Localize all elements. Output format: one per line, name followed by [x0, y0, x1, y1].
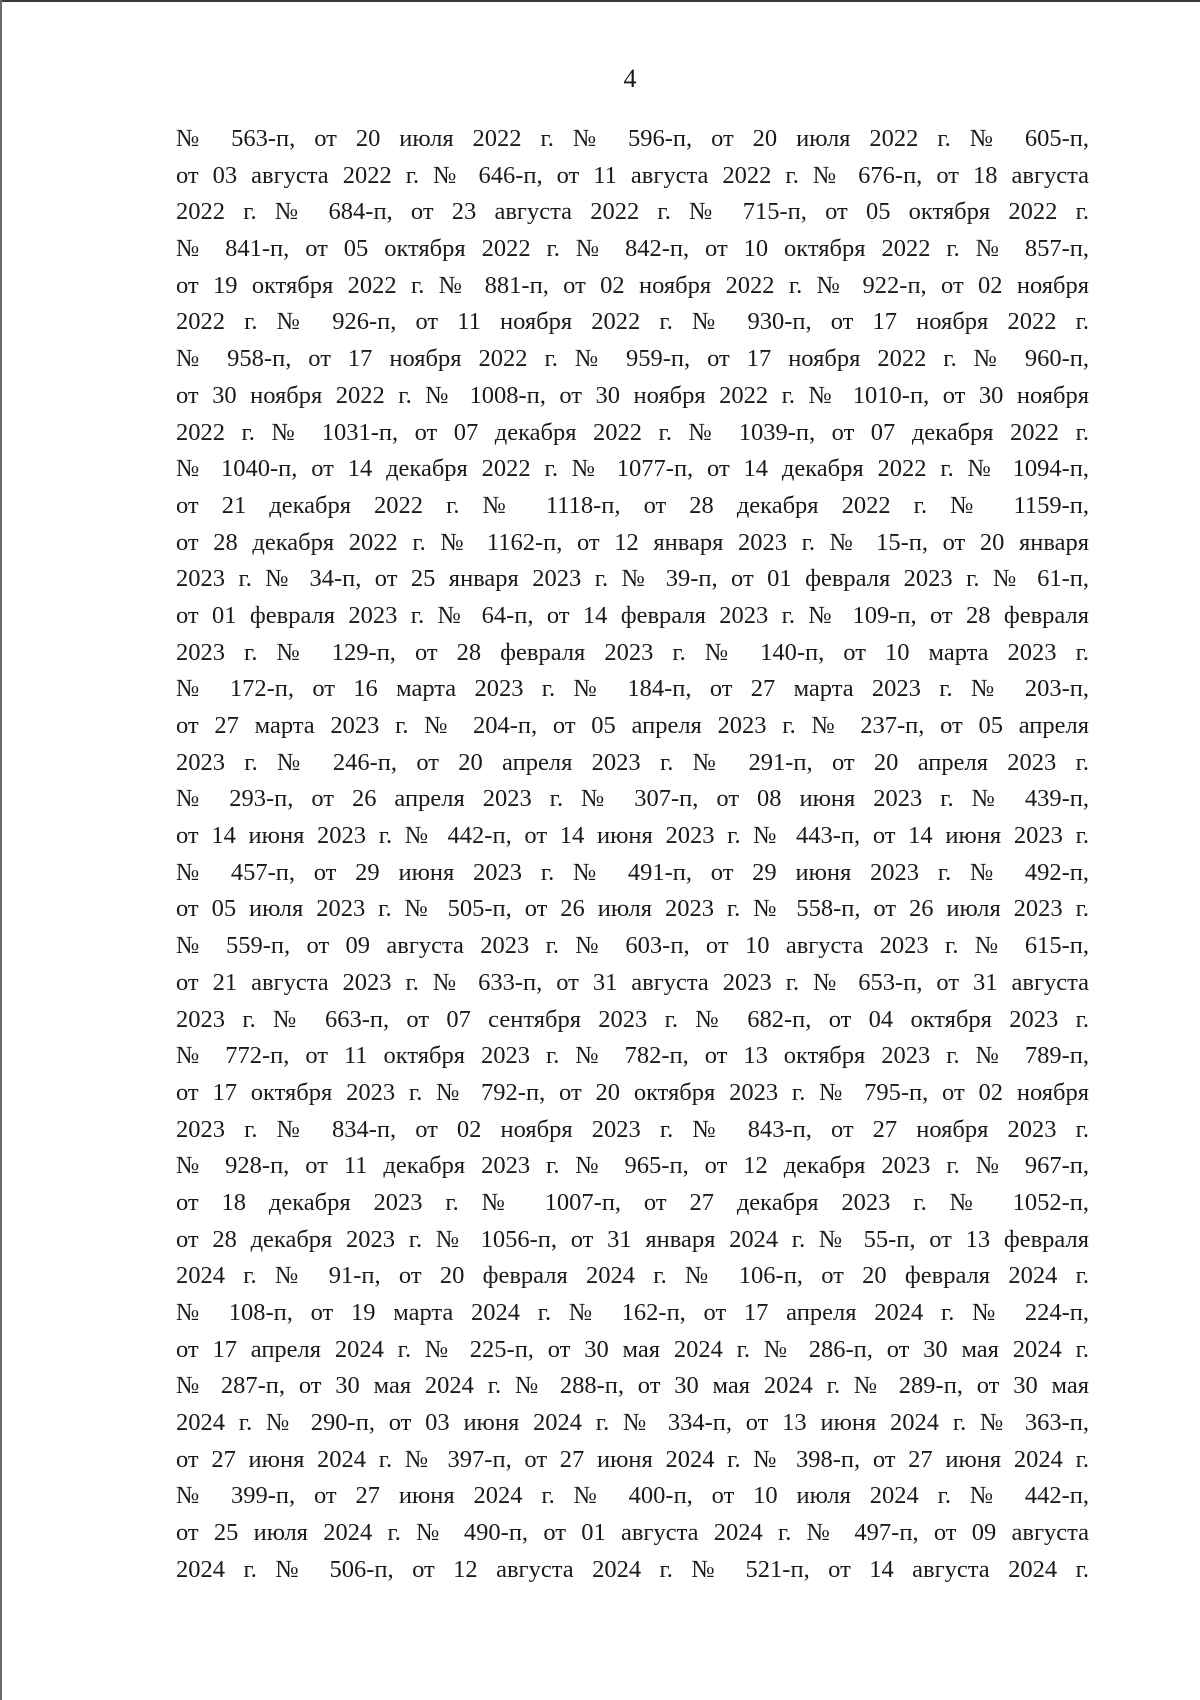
text-line: № 958-п, от 17 ноября 2022 г. № 959-п, от 17 ноября 2022 г. № 960-п,: [176, 345, 1089, 373]
text-line: от 03 августа 2022 г. № 646-п, от 11 августа 2022 г. № 676-п, от 18 августа: [176, 161, 1089, 189]
text-line: 2023 г. № 34-п, от 25 января 2023 г. № 39-п, от 01 февраля 2023 г. № 61-п,: [176, 565, 1089, 593]
text-line: № 559-п, от 09 августа 2023 г. № 603-п, от 10 августа 2023 г. № 615-п,: [176, 932, 1089, 960]
text-line: от 30 ноября 2022 г. № 1008-п, от 30 ноября 2022 г. № 1010-п, от 30 ноября: [176, 381, 1089, 409]
text-line: 2024 г. № 290-п, от 03 июня 2024 г. № 334-п, от 13 июня 2024 г. № 363-п,: [176, 1409, 1089, 1437]
text-line: № 108-п, от 19 марта 2024 г. № 162-п, от 17 апреля 2024 г. № 224-п,: [176, 1299, 1089, 1326]
text-line: от 27 июня 2024 г. № 397-п, от 27 июня 2024 г. № 398-п, от 27 июня 2024 г.: [176, 1445, 1089, 1473]
document-body: [176, 121, 1089, 1589]
text-line: № 563-п, от 20 июля 2022 г. № 596-п, от 20 июля 2022 г. № 605-п,: [176, 125, 1089, 152]
text-line: 2024 г. № 91-п, от 20 февраля 2024 г. № 106-п, от 20 февраля 2024 г.: [176, 1262, 1089, 1290]
text-line: 2022 г. № 684-п, от 23 августа 2022 г. № 715-п, от 05 октября 2022 г.: [176, 198, 1089, 226]
text-line: № 293-п, от 26 апреля 2023 г. № 307-п, от 08 июня 2023 г. № 439-п,: [176, 785, 1089, 813]
text-line: 2022 г. № 926-п, от 11 ноября 2022 г. № 930-п, от 17 ноября 2022 г.: [176, 308, 1089, 336]
text-line: 2023 г. № 129-п, от 28 февраля 2023 г. № 140-п, от 10 марта 2023 г.: [176, 638, 1089, 666]
text-line: от 19 октября 2022 г. № 881-п, от 02 ноября 2022 г. № 922-п, от 02 ноября: [176, 271, 1089, 299]
text-line: от 28 декабря 2022 г. № 1162-п, от 12 января 2023 г. № 15-п, от 20 января: [176, 528, 1089, 556]
text-line: № 399-п, от 27 июня 2024 г. № 400-п, от 10 июля 2024 г. № 442-п,: [176, 1482, 1089, 1510]
text-line: № 457-п, от 29 июня 2023 г. № 491-п, от 29 июня 2023 г. № 492-п,: [176, 858, 1089, 886]
text-line: № 772-п, от 11 октября 2023 г. № 782-п, от 13 октября 2023 г. № 789-п,: [176, 1042, 1089, 1070]
scan-border-top: [0, 0, 1200, 2]
text-line: от 14 июня 2023 г. № 442-п, от 14 июня 2023 г. № 443-п, от 14 июня 2023 г.: [176, 822, 1089, 850]
text-line: от 21 августа 2023 г. № 633-п, от 31 августа 2023 г. № 653-п, от 31 августа: [176, 968, 1089, 996]
text-line: № 928-п, от 11 декабря 2023 г. № 965-п, от 12 декабря 2023 г. № 967-п,: [176, 1152, 1089, 1180]
page-number: 4: [623, 64, 637, 93]
text-line: 2022 г. № 1031-п, от 07 декабря 2022 г. № 1039-п, от 07 декабря 2022 г.: [176, 418, 1089, 446]
text-line: 2023 г. № 663-п, от 07 сентября 2023 г. № 682-п, от 04 октября 2023 г.: [176, 1005, 1089, 1033]
text-line: № 172-п, от 16 марта 2023 г. № 184-п, от 27 марта 2023 г. № 203-п,: [176, 675, 1089, 703]
text-line: 2023 г. № 834-п, от 02 ноября 2023 г. № 843-п, от 27 ноября 2023 г.: [176, 1115, 1089, 1143]
text-line: от 21 декабря 2022 г. № 1118-п, от 28 декабря 2022 г. № 1159-п,: [176, 491, 1089, 519]
text-line: от 17 апреля 2024 г. № 225-п, от 30 мая 2024 г. № 286-п, от 30 мая 2024 г.: [176, 1335, 1089, 1363]
text-line: № 841-п, от 05 октября 2022 г. № 842-п, от 10 октября 2022 г. № 857-п,: [176, 235, 1089, 263]
text-line: от 25 июля 2024 г. № 490-п, от 01 августа 2024 г. № 497-п, от 09 августа: [176, 1519, 1089, 1547]
text-line: от 28 декабря 2023 г. № 1056-п, от 31 января 2024 г. № 55-п, от 13 февраля: [176, 1225, 1089, 1253]
text-line: от 27 марта 2023 г. № 204-п, от 05 апреля 2023 г. № 237-п, от 05 апреля: [176, 712, 1089, 739]
scan-border-left: [0, 0, 2, 1700]
text-line: от 05 июля 2023 г. № 505-п, от 26 июля 2023 г. № 558-п, от 26 июля 2023 г.: [176, 895, 1089, 923]
text-line: от 01 февраля 2023 г. № 64-п, от 14 февраля 2023 г. № 109-п, от 28 февраля: [176, 601, 1089, 629]
text-line: от 17 октября 2023 г. № 792-п, от 20 октября 2023 г. № 795-п, от 02 ноября: [176, 1078, 1089, 1106]
text-line: № 1040-п, от 14 декабря 2022 г. № 1077-п, от 14 декабря 2022 г. № 1094-п,: [176, 455, 1089, 483]
text-line: 2023 г. № 246-п, от 20 апреля 2023 г. № 291-п, от 20 апреля 2023 г.: [176, 748, 1089, 776]
text-line: 2024 г. № 506-п, от 12 августа 2024 г. № 521-п, от 14 августа 2024 г.: [176, 1555, 1089, 1583]
text-line: № 287-п, от 30 мая 2024 г. № 288-п, от 30 мая 2024 г. № 289-п, от 30 мая: [176, 1372, 1089, 1400]
text-line: от 18 декабря 2023 г. № 1007-п, от 27 декабря 2023 г. № 1052-п,: [176, 1188, 1089, 1216]
